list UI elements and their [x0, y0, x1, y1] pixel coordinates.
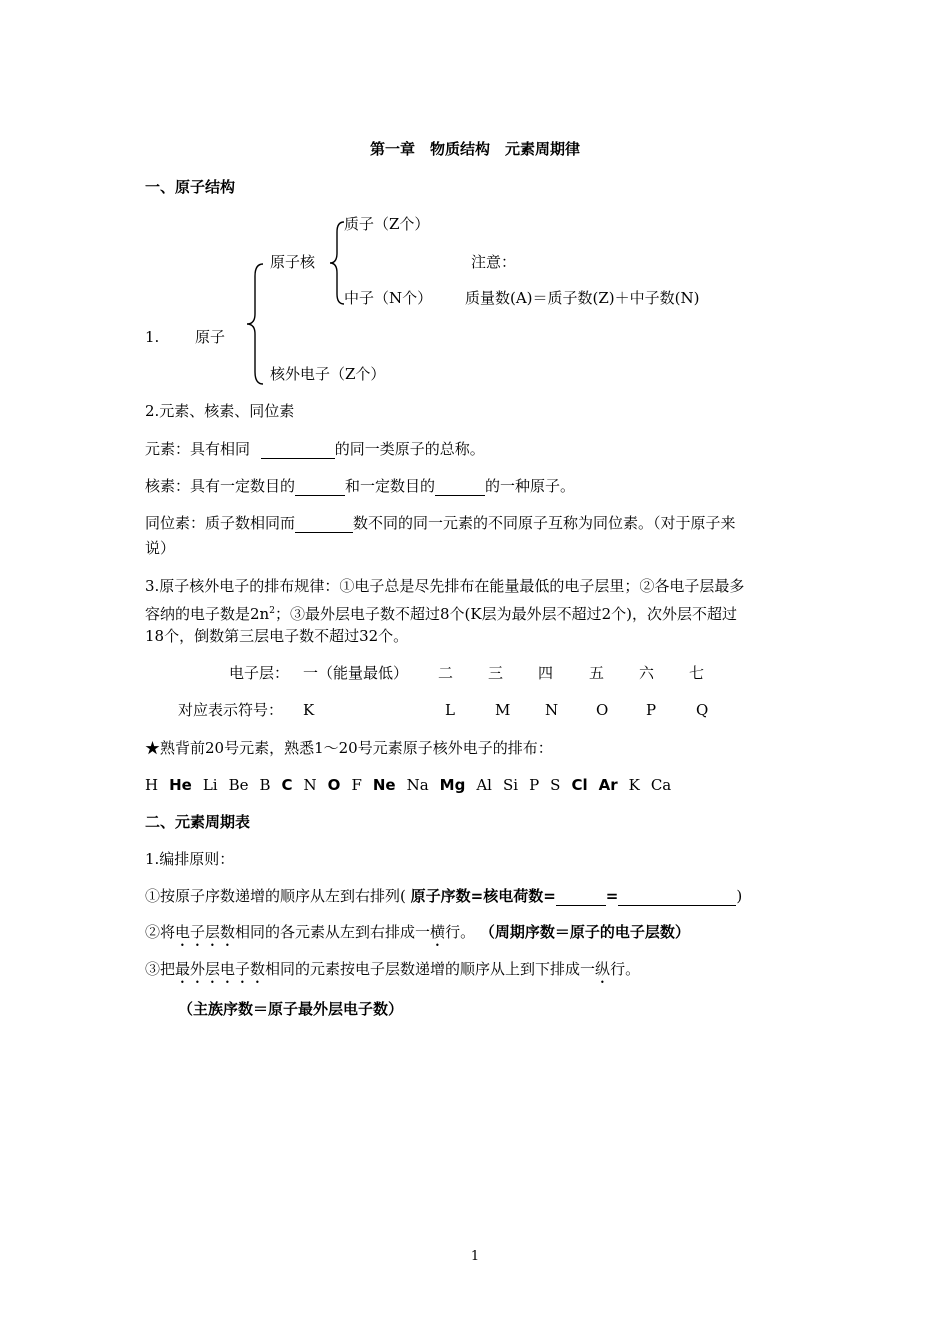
element-symbol: Si: [502, 776, 519, 794]
symbol-M: M: [495, 701, 511, 719]
element-list: [145, 775, 682, 795]
nuclide-def-end: 的一种原子。: [485, 477, 576, 495]
element-symbol: Ar: [598, 776, 618, 794]
principle-1-blank-2: [618, 889, 736, 906]
principle-3-bold: （主族序数＝原子最外层电子数）: [178, 1000, 404, 1018]
shell-7: 七: [689, 664, 705, 682]
principle-3-emph-1: 最外层电子数: [175, 960, 266, 978]
element-symbol: O: [327, 776, 341, 794]
symbol-K: K: [303, 701, 315, 719]
symbol-P: P: [646, 701, 657, 719]
rule-3-line-2-end: ；③最外层电子数不超过8个(K层为最外层不超过2个)，次外层不超过: [274, 605, 737, 623]
symbol-N: N: [545, 701, 559, 719]
section-heading-atomic-structure: 一、原子结构: [145, 178, 236, 196]
element-symbol: Cl: [571, 776, 588, 794]
isotope-definition: [145, 513, 736, 533]
outer-brace: [244, 262, 266, 386]
nuclide-def-start: 核素：具有一定数目的: [145, 477, 296, 495]
symbol-L: L: [445, 701, 455, 719]
shell-1: 一（能量最低）: [303, 664, 409, 682]
isotope-definition-cont: 说）: [145, 539, 176, 557]
principle-2-bold: （周期序数＝原子的电子层数）: [479, 923, 690, 941]
page-title: 第一章 物质结构 元素周期律: [369, 140, 580, 158]
item-2-heading: 2.元素、核素、同位素: [145, 402, 295, 420]
principle-1-blank-1: [556, 889, 606, 906]
principle-2-emph-2: 横: [430, 923, 446, 941]
element-symbol: He: [169, 776, 192, 794]
element-symbol: Na: [406, 776, 429, 794]
rule-3-line-3: 18个，倒数第三层电子数不超过32个。: [145, 627, 409, 645]
nuclide-definition: [145, 476, 575, 496]
nuclide-blank-1: [295, 479, 345, 496]
element-symbol: S: [550, 776, 561, 794]
rule-3-formula: 2n: [250, 605, 270, 623]
rule-3-line-2-start: 容纳的电子数是: [145, 605, 251, 623]
principle-3-start: ③把: [145, 960, 176, 978]
isotope-def-start: 同位素：质子数相同而: [145, 514, 296, 532]
element-symbol: Ne: [372, 776, 396, 794]
principle-2: [145, 922, 690, 950]
element-symbol: Al: [476, 776, 492, 794]
principle-1-end: ): [736, 887, 743, 905]
principle-3-emph-2: 纵: [595, 960, 611, 978]
diagram-electron: 核外电子（Z个）: [270, 365, 386, 383]
element-symbol: Be: [228, 776, 249, 794]
star-note: ★熟背前20号元素，熟悉1～20号元素原子核外电子的排布：: [145, 739, 553, 757]
principle-2-emph-1: 电子层数: [175, 923, 236, 941]
section-heading-periodic-table: 二、元素周期表: [145, 813, 251, 831]
element-symbol: H: [145, 776, 159, 794]
principle-2-end: 行。: [445, 923, 476, 941]
element-symbol: Ca: [650, 776, 672, 794]
principle-2-mid: 相同的各元素从左到右排成一: [235, 923, 431, 941]
principle-1-bold: 原子序数=核电荷数=: [410, 887, 556, 905]
principle-1-start: ①按原子序数递增的顺序从左到右排列(: [145, 887, 406, 905]
element-symbol: B: [259, 776, 271, 794]
element-definition: [145, 439, 485, 459]
element-blank: [261, 442, 335, 459]
principle-1-equals: =: [605, 887, 619, 905]
diagram-proton: 质子（Z个）: [344, 215, 430, 233]
diagram-atom-label: 原子: [195, 328, 226, 346]
symbol-O: O: [596, 701, 609, 719]
element-symbol: Mg: [439, 776, 466, 794]
isotope-def-end: 数不同的同一元素的不同原子互称为同位素。（对于原子来: [353, 514, 736, 532]
page-number: 1: [470, 1249, 480, 1264]
element-symbol: F: [351, 776, 362, 794]
principle-2-start: ②将: [145, 923, 176, 941]
shell-4: 四: [538, 664, 554, 682]
shell-5: 五: [589, 664, 605, 682]
diagram-mass-number-formula: 质量数(A)＝质子数(Z)＋中子数(N): [465, 289, 700, 307]
shell-row-label: 电子层：: [229, 664, 290, 682]
rule-3-line-1: 3.原子核外电子的排布规律：①电子总是尽先排布在能量最低的电子层里；②各电子层最多: [145, 577, 745, 595]
nuclide-blank-2: [435, 479, 485, 496]
element-symbol: Li: [202, 776, 218, 794]
shell-2: 二: [438, 664, 454, 682]
diagram-neutron: 中子（N个）: [344, 289, 433, 307]
element-symbol: N: [303, 776, 317, 794]
element-symbol: K: [628, 776, 640, 794]
principle-heading: 1.编排原则：: [145, 850, 235, 868]
principle-3-mid: 相同的元素按电子层数递增的顺序从上到下排成一: [265, 960, 596, 978]
principle-3-end: 行。: [610, 960, 641, 978]
symbol-Q: Q: [696, 701, 709, 719]
element-def-end: 的同一类原子的总称。: [334, 440, 485, 458]
nuclide-def-mid: 和一定数目的: [345, 477, 436, 495]
diagram-nucleus-label: 原子核: [270, 253, 316, 271]
shell-3: 三: [488, 664, 504, 682]
symbol-row-label: 对应表示符号：: [178, 701, 284, 719]
isotope-blank: [295, 516, 353, 533]
diagram-number: 1.: [145, 328, 160, 346]
diagram-note-label: 注意：: [471, 253, 517, 271]
principle-3: [145, 959, 640, 987]
element-def-start: 元素：具有相同: [145, 440, 251, 458]
rule-3-formula-exponent: 2: [269, 606, 275, 616]
element-symbol: C: [281, 776, 293, 794]
rule-3-line-2: [145, 601, 737, 624]
element-symbol: P: [529, 776, 540, 794]
principle-1: [145, 886, 742, 906]
shell-6: 六: [639, 664, 655, 682]
